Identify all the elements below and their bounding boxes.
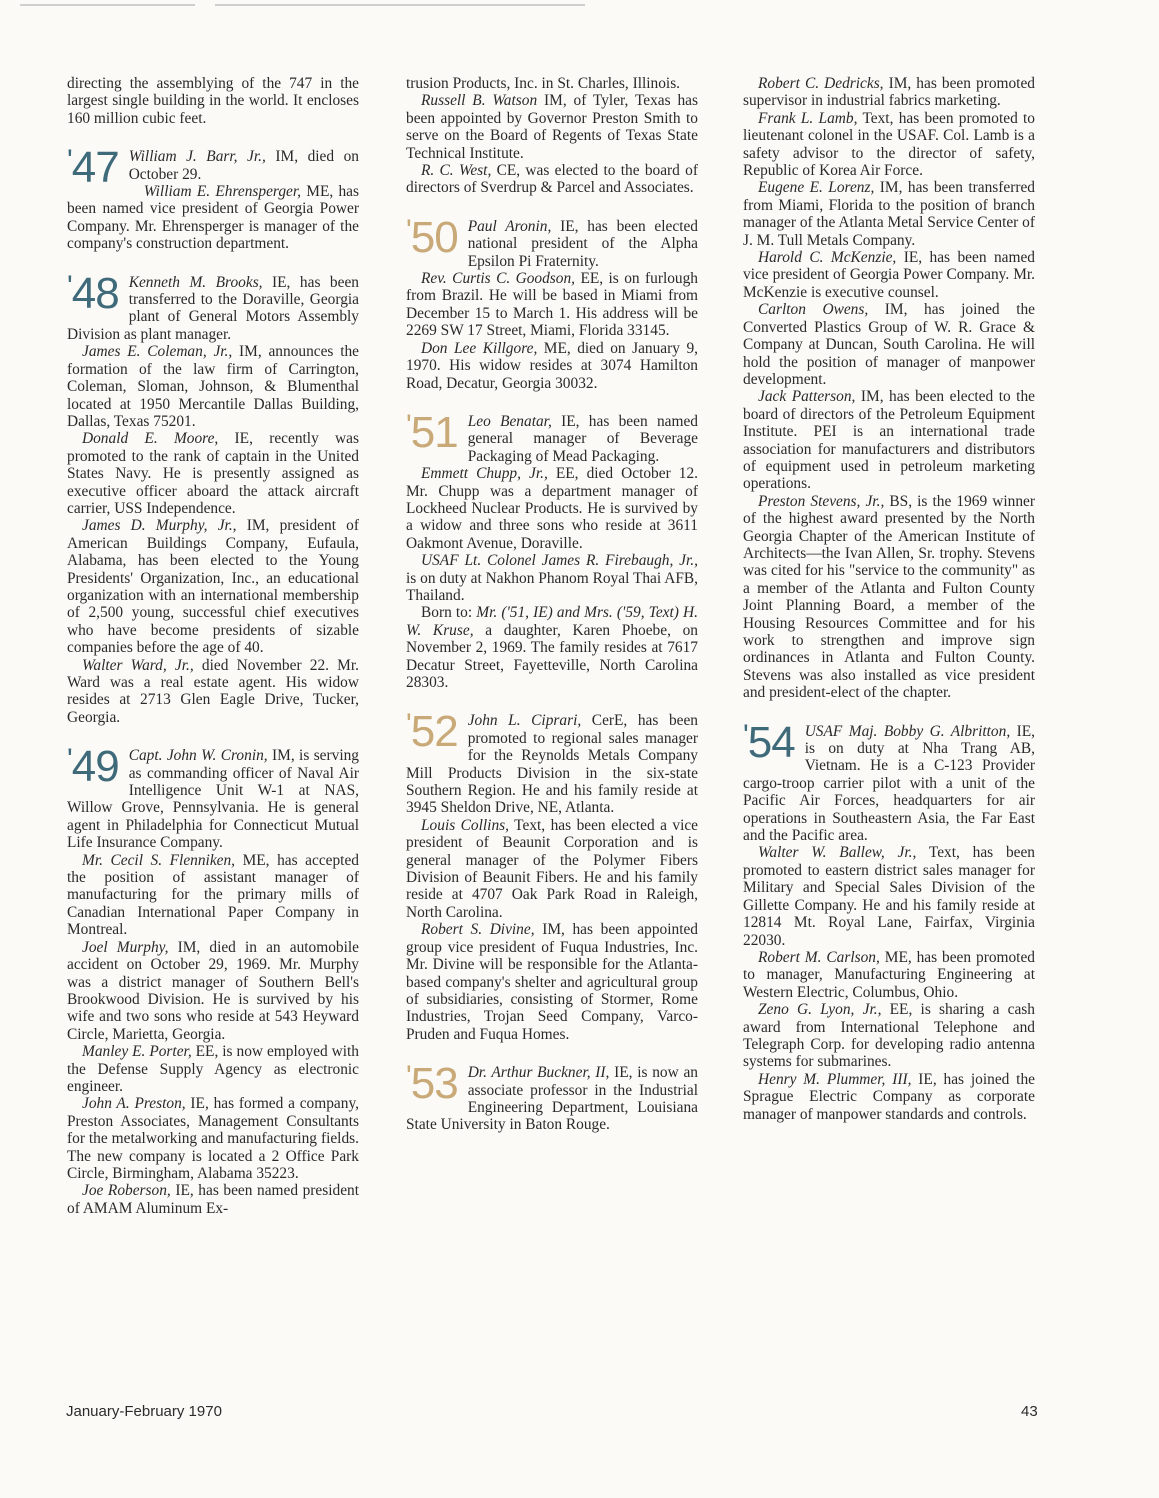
alumni-note xyxy=(743,75,1035,110)
alumni-note xyxy=(406,817,698,921)
alumni-note xyxy=(67,75,359,127)
class-year-digits: 50 xyxy=(410,212,458,262)
alumni-note xyxy=(743,179,1035,249)
note-text: IE, has joined the Sprague Electric Company as corporate manager of manpower standards and controls. xyxy=(743,1070,1035,1123)
class-year-digits: 49 xyxy=(71,742,119,792)
alumni-note xyxy=(67,343,359,430)
alumni-note xyxy=(67,183,359,253)
note-text: IM, has been transferred from Miami, Florida to the position of branch manager of the Atlanta Metal Service Center of J. M. Tull Metals Company. xyxy=(743,179,1035,249)
alumni-note xyxy=(743,949,1035,1001)
note-text: EE, is on furlough from Brazil. He will be based in Miami from December 15 to March 1. His address will be 2269 SW 17 Street, Miami, Florida 33145. xyxy=(406,270,698,340)
class-year-digits: 54 xyxy=(747,717,795,767)
note-text: IE, has been named president of AMAM Aluminum Ex- xyxy=(67,1182,360,1217)
note-text: a daughter, Karen Phoebe, on November 2, 1969. The family resides at 7617 Decatur Street, Fayetteville, North Carolina 28303. xyxy=(406,621,698,691)
note-text: IM, is serving as commanding officer of Naval Air Intelligence Unit W-1 at NAS, Willow Grove, Pennsylvania. He is general agent in Philadelphia for Connecticut Mutual Life Insurance Company. xyxy=(67,747,360,852)
alumni-note xyxy=(406,921,698,1043)
person-name: Paul Aronin, xyxy=(467,217,552,235)
note-text: IM, president of American Buildings Company, Eufaula, Alabama, has been elected to the Young Presidents' Organization, Inc., an educational organization with an international membership of 2,500 young, successful chief executives who have become presidents of sizable companies before the age of 40. xyxy=(67,517,359,657)
note-text: IM, died on October 29. xyxy=(128,148,359,183)
note-text: IE, has been named vice president of Georgia Power Company. Mr. McKenzie is executive counsel. xyxy=(743,249,1036,301)
note-text: ME, has been promoted to manager, Manufacturing Engineering at Western Electric, Columbus, Ohio. xyxy=(743,948,1035,1001)
person-name: James D. Murphy, Jr., xyxy=(82,517,237,535)
alumni-note xyxy=(406,92,698,162)
class-year-section xyxy=(406,707,699,1043)
person-name: Joel Murphy, xyxy=(82,938,169,956)
note-text: BS, is the 1969 winner of the highest award presented by the North Georgia Chapter of the American Institute of Architects—the Ivan Allen, Sr. trophy. Stevens was cited for his "service to the community" as a member of the Atlanta and Fulton County Joint Planning Board, a member of the Housing Resources Committee and for his work to strengthen and improve sign ordinances in Atlanta and Fulton County. Stevens was also installed as vice president and president-elect of the chapter. xyxy=(743,492,1035,702)
note-text: CE, was elected to the board of directors of Sverdrup & Parcel and Associates. xyxy=(406,162,698,197)
alumni-note xyxy=(743,493,1035,702)
alumni-note xyxy=(406,552,698,604)
note-text: EE, died October 12. Mr. Chupp was a department manager of Lockheed Nuclear Products. He is survived by a widow and three sons who reside at 3611 Oakmont Avenue, Doraville. xyxy=(406,465,698,552)
alumni-note xyxy=(406,604,698,691)
person-name: Eugene E. Lorenz, xyxy=(758,179,875,197)
person-name: Preston Stevens, Jr., xyxy=(758,492,885,510)
note-text: Born to: xyxy=(421,604,477,622)
alumni-note xyxy=(743,110,1035,180)
class-year-apostrophe: ' xyxy=(67,269,72,303)
alumni-note xyxy=(406,162,698,197)
person-name: Robert S. Divine, xyxy=(421,921,535,939)
class-year-apostrophe: ' xyxy=(67,144,72,178)
top-rule-left xyxy=(20,4,195,6)
person-name: William J. Barr, Jr., xyxy=(128,148,266,166)
alumni-note xyxy=(67,430,359,517)
note-text: IM, has joined the Converted Plastics Group of W. R. Grace & Company at Duncan, South Carolina. He will hold the position of manager of manpower development. xyxy=(743,301,1035,388)
note-text: IM, died in an automobile accident on October 29, 1969. Mr. Murphy was a district manager of Southern Bell's Brookwood Division. He is survived by his wife and two sons who reside at 543 Heyward Circle, Marietta, Georgia. xyxy=(67,938,359,1043)
class-year-section xyxy=(406,212,699,392)
alumni-note xyxy=(743,1001,1035,1071)
person-name: Russell B. Watson xyxy=(421,92,538,110)
person-name: Dr. Arthur Buckner, II, xyxy=(467,1064,610,1082)
note-text: IE, has been transferred to the Doraville, Georgia plant of General Motors Assembly Division as plant manager. xyxy=(67,273,359,343)
alumni-note xyxy=(67,852,359,939)
note-text: IE, has been named general manager of Beverage Packaging of Mead Packaging. xyxy=(467,412,698,465)
alumni-note xyxy=(406,270,698,340)
note-text: IM, of Tyler, Texas has been appointed by Governor Preston Smith to serve on the Board of Regents of Texas State Technical Institute. xyxy=(406,92,698,162)
note-text: IE, is on duty at Nha Trang AB, Vietnam. He is a C-123 Provider cargo-troop carrier pilot with a unit of the Pacific Air Forces, headquarters for air operations in Southeastern Asia, the Far East and the Pacific area. xyxy=(743,722,1035,845)
class-year-section xyxy=(406,1059,698,1134)
alumni-note xyxy=(406,465,698,552)
person-name: Don Lee Killgore, xyxy=(421,339,538,357)
alumni-note xyxy=(743,249,1035,301)
person-name: Walter W. Ballew, Jr., xyxy=(758,844,917,862)
alumni-note xyxy=(743,844,1035,948)
continued-section xyxy=(743,75,1035,702)
note-text: trusion Products, Inc. in St. Charles, Illinois. xyxy=(406,75,681,92)
top-rule-right xyxy=(215,4,585,6)
class-year-digits: 48 xyxy=(71,268,119,318)
class-year-numeral xyxy=(406,1059,458,1109)
person-name: Rev. Curtis C. Goodson, xyxy=(421,270,576,288)
class-year-numeral xyxy=(67,742,119,792)
person-name: John L. Ciprari, xyxy=(467,712,582,730)
person-name: R. C. West, xyxy=(421,162,492,180)
note-text: IM, announces the formation of the law firm of Carrington, Coleman, Sloman, Johnson, & Blumenthal located at 1950 Mercantile Dallas Building, Dallas, Texas 75201. xyxy=(67,343,360,430)
note-text: IM, has been promoted supervisor in industrial fabrics marketing. xyxy=(743,75,1035,110)
class-year-section xyxy=(67,268,360,727)
note-text: Text, has been promoted to lieutenant colonel in the USAF. Col. Lamb is a safety advisor to the director of safety, Republic of Korea Air Force. xyxy=(743,109,1035,180)
person-name: William E. Ehrensperger, xyxy=(143,183,301,201)
note-text: ME, died on January 9, 1970. His widow resides at 3074 Hamilton Road, Decatur, Georgia 30032. xyxy=(406,339,698,392)
person-name: Capt. John W. Cronin, xyxy=(128,747,268,765)
class-year-digits: 51 xyxy=(410,407,458,457)
issue-date: January-February 1970 xyxy=(66,1403,222,1420)
note-text: died November 22. Mr. Ward was a real estate agent. His widow resides at 2713 Glen Eagle Drive, Tucker, Georgia. xyxy=(67,656,359,726)
alumni-note xyxy=(67,657,359,727)
class-year-section xyxy=(67,143,359,253)
note-text: IM, has been appointed group vice president of Fuqua Industries, Inc. Mr. Divine will be responsible for the Atlanta-based company's shelter and agricultural group of subsidiaries, consisting of Stormer, Rome Industries, Trojan Seed Company, Varco-Pruden and Fuqua Homes. xyxy=(406,921,698,1043)
column-3 xyxy=(743,75,1035,1123)
class-year-digits: 47 xyxy=(71,143,119,193)
person-name: Manley E. Porter, xyxy=(82,1043,192,1061)
note-text: IE, has formed a company, Preston Associates, Management Consultants for the metalworking and manufacturing fields. The new company is located a 2 Office Park Circle, Birmingham, Alabama 35223. xyxy=(67,1095,359,1182)
person-name: Jack Patterson, xyxy=(758,388,856,406)
person-name: USAF Maj. Bobby G. Albritton, xyxy=(804,722,1011,740)
page-number: 43 xyxy=(1021,1403,1038,1420)
note-text: directing the assemblying of the 747 in the largest single building in the world. It encloses 160 million cubic feet. xyxy=(67,75,359,127)
note-text: ME, has accepted the position of assistant manager of manufacturing for the primary mills of Canadian International Paper Company in Montreal. xyxy=(67,851,359,939)
note-text: IE, has been elected national president of the Alpha Epsilon Pi Fraternity. xyxy=(467,217,699,270)
note-text: is on duty at Nakhon Phanom Royal Thai AFB, Thailand. xyxy=(406,569,698,604)
alumni-note xyxy=(406,75,698,92)
class-year-apostrophe: ' xyxy=(406,213,411,247)
note-text: EE, is sharing a cash award from International Telephone and Telegraph Corp. for developing radio antenna systems for submarines. xyxy=(743,1001,1035,1071)
class-year-apostrophe: ' xyxy=(743,718,748,752)
class-year-numeral xyxy=(67,143,119,193)
person-name: Walter Ward, Jr., xyxy=(82,656,194,674)
class-year-section xyxy=(743,717,1035,1123)
class-year-apostrophe: ' xyxy=(67,743,72,777)
note-text: IM, has been elected to the board of directors of the Petroleum Equipment Institute. PEI is an international trade association for manufacturers and distributors of equipment used in petroleum marketing operations. xyxy=(743,388,1035,493)
alumni-note xyxy=(67,1095,359,1182)
class-year-digits: 52 xyxy=(410,707,458,757)
class-year-numeral xyxy=(406,707,458,757)
class-year-apostrophe: ' xyxy=(406,408,411,442)
class-year-apostrophe: ' xyxy=(406,708,411,742)
note-text: EE, is now employed with the Defense Supply Agency as electronic engineer. xyxy=(67,1043,359,1095)
person-name: USAF Lt. Colonel James R. Firebaugh, Jr., xyxy=(421,552,698,570)
note-text: IE, recently was promoted to the rank of captain in the United States Navy. He is presently assigned as executive officer aboard the attack aircraft carrier, USS Independence. xyxy=(67,430,359,517)
alumni-note xyxy=(743,388,1035,492)
continued-section xyxy=(406,75,698,197)
class-year-digits: 53 xyxy=(410,1059,458,1109)
alumni-note xyxy=(67,939,359,1043)
class-year-apostrophe: ' xyxy=(406,1060,411,1094)
class-year-numeral xyxy=(406,212,458,262)
person-name: Kenneth M. Brooks, xyxy=(128,273,263,291)
class-year-section xyxy=(406,407,698,692)
person-name: Robert M. Carlson, xyxy=(758,948,880,966)
note-text: CerE, has been promoted to regional sales manager for the Reynolds Metals Company Mill Products Division in the six-state Southern Region. He and his family reside at 3945 Sheldon Drive, NE, Atlanta. xyxy=(406,712,698,817)
class-year-numeral xyxy=(67,268,119,318)
person-name: Mr. ('51, IE) and Mrs. ('59, Text) H. W. Kruse, xyxy=(406,604,698,639)
alumni-note xyxy=(67,1182,359,1217)
person-name: James E. Coleman, Jr., xyxy=(82,343,233,361)
person-name: Robert C. Dedricks, xyxy=(758,75,884,92)
alumni-note xyxy=(67,1043,359,1095)
person-name: Zeno G. Lyon, Jr., xyxy=(758,1001,882,1019)
alumni-note xyxy=(67,517,359,656)
column-1 xyxy=(67,75,359,1217)
person-name: Joe Roberson, xyxy=(82,1182,171,1200)
person-name: Emmett Chupp, Jr., xyxy=(421,465,548,483)
class-year-section xyxy=(67,742,360,1217)
note-text: Text, has been promoted to eastern district sales manager for Military and Special Sales Division of the Gillette Company. He and his family reside at 12814 Mt. Royal Lane, Fairfax, Virginia 22030. xyxy=(743,844,1035,949)
alumni-note xyxy=(743,301,1035,388)
note-text: IE, is now an associate professor in the Industrial Engineering Department, Louisiana State University in Baton Rouge. xyxy=(406,1064,698,1134)
person-name: John A. Preston, xyxy=(82,1095,186,1113)
person-name: Mr. Cecil S. Flenniken, xyxy=(82,851,236,869)
column-2 xyxy=(406,75,698,1134)
note-text: ME, has been named vice president of Georgia Power Company. Mr. Ehrensperger is manager of the company's construction department. xyxy=(67,183,359,253)
note-text: Text, has been elected a vice president of Beaunit Corporation and is general manager of the Polymer Fibers Division of Beaunit Fibers. He and his family reside at 4707 Oak Park Road in Raleigh, North Carolina. xyxy=(406,816,699,921)
continued-section xyxy=(67,75,359,127)
person-name: Harold C. McKenzie, xyxy=(758,249,897,267)
person-name: Donald E. Moore, xyxy=(82,430,219,448)
class-year-numeral xyxy=(743,717,795,767)
person-name: Henry M. Plummer, III, xyxy=(758,1070,912,1088)
person-name: Leo Benatar, xyxy=(467,412,552,430)
alumni-note xyxy=(406,340,698,392)
person-name: Carlton Owens, xyxy=(758,301,869,319)
alumni-note xyxy=(743,1071,1035,1123)
class-year-numeral xyxy=(406,407,458,457)
person-name: Frank L. Lamb, xyxy=(758,109,858,127)
person-name: Louis Collins, xyxy=(421,816,509,834)
